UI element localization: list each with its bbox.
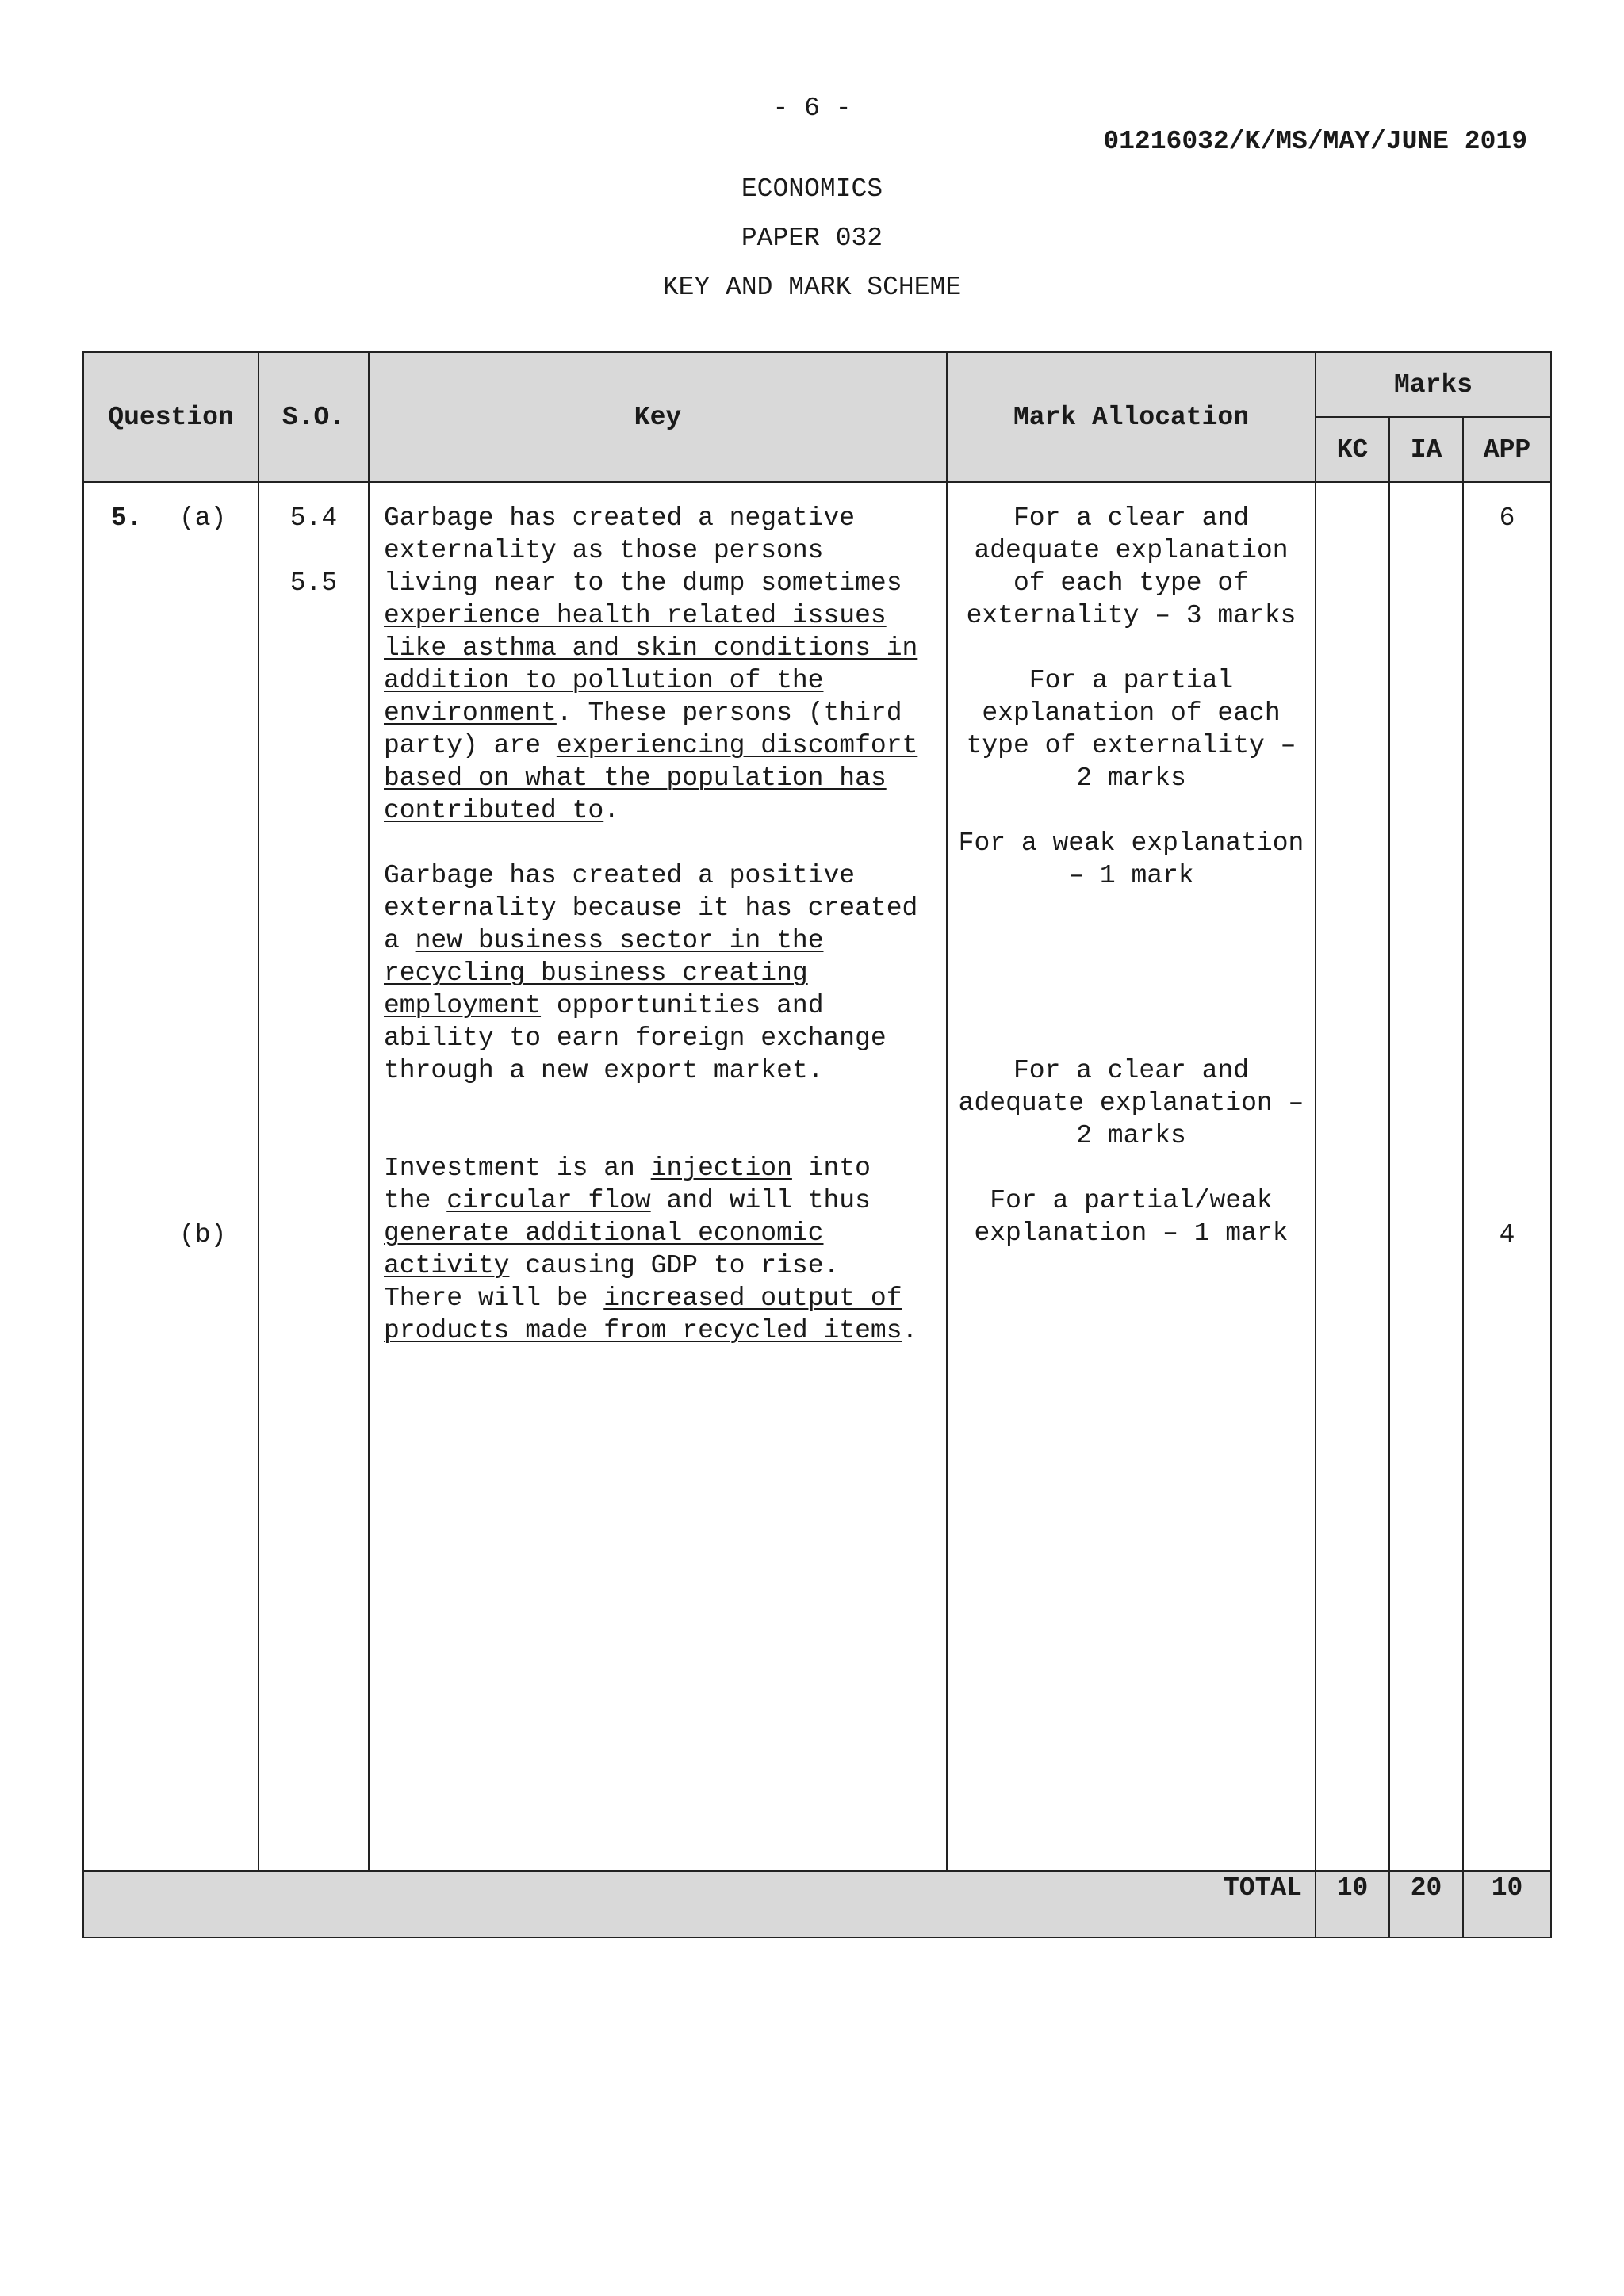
key-text: Investment is an [384,1154,651,1183]
key-text: . [603,796,620,825]
key-text: into the [384,1154,871,1215]
key-text: and will thus [650,1186,871,1215]
part-b-alloc-2: For a partial/weak explanation – 1 mark [974,1186,1289,1248]
underlined-key-phrase: circular flow [446,1186,651,1215]
part-a-app-mark: 6 [1499,503,1515,533]
kc-cell [1316,482,1389,1871]
underlined-key-phrase: experience health related issues like asthma and skin conditions in addition to pollution of the environment [384,601,918,728]
question-number: 5. [111,503,143,533]
total-kc: 10 [1316,1871,1389,1938]
so-value: 5.4 [289,503,338,533]
header-marks: Marks [1316,352,1551,417]
part-a-key-paragraph-1 [384,502,932,827]
allocation-cell [947,482,1316,1871]
underlined-key-phrase: new business sector in the recycling business creating employment [384,926,824,1020]
total-app: 10 [1463,1871,1551,1938]
total-label: TOTAL [83,1871,1316,1938]
part-a-alloc-3: For a weak explanation – 1 mark [958,828,1304,890]
underlined-key-phrase: generate additional economic activity [384,1219,824,1280]
part-b-key-paragraph [384,1152,932,1347]
so-cell [259,482,369,1871]
part-a-alloc-2: For a partial explanation of each type of externality – 2 marks [966,666,1297,793]
ia-cell [1389,482,1463,1871]
key-text: . [902,1316,918,1345]
total-ia: 20 [1389,1871,1463,1938]
header-question: Question [83,352,259,482]
subject-title: ECONOMICS [741,174,883,204]
header-so: S.O. [259,352,369,482]
underlined-key-phrase: increased output of products made from recycled items [384,1284,902,1345]
header-mark-allocation: Mark Allocation [947,352,1316,482]
part-a-key-paragraph-2 [384,859,932,1087]
part-a-alloc-1: For a clear and adequate explanation of each type of externality – 3 marks [966,503,1297,630]
question-cell [83,482,259,1871]
part-a-label: (a) [179,503,227,533]
paper-title: PAPER 032 [741,224,883,253]
underlined-key-phrase: experiencing discomfort based on what the population has contributed to [384,731,918,825]
part-b-alloc-1: For a clear and adequate explanation – 2 marks [958,1056,1304,1150]
part-b-app-mark: 4 [1499,1220,1515,1249]
part-b-label: (b) [179,1220,227,1249]
header-ia: IA [1389,417,1463,482]
key-cell [369,482,947,1871]
mark-scheme-table [82,351,1552,1938]
key-text: opportunities and ability to earn foreign exchange through a new export market. [384,991,887,1085]
key-text: Garbage has created a positive externality because it has created a [384,861,918,955]
underlined-key-phrase: injection [650,1154,792,1183]
key-text: Garbage has created a negative externality as those persons living near to the dump sometimes [384,503,902,598]
scheme-title: KEY AND MARK SCHEME [662,273,962,302]
page-number: - 6 - [772,94,852,123]
key-text: causing GDP to rise. There will be [384,1251,840,1313]
header-kc: KC [1316,417,1389,482]
key-text: . These persons (third party) are [384,698,902,760]
exam-code: 01216032/K/MS/MAY/JUNE 2019 [1103,127,1527,156]
header-key: Key [369,352,947,482]
so-value: 5.5 [289,568,338,598]
app-cell [1463,482,1551,1871]
header-app: APP [1463,417,1551,482]
